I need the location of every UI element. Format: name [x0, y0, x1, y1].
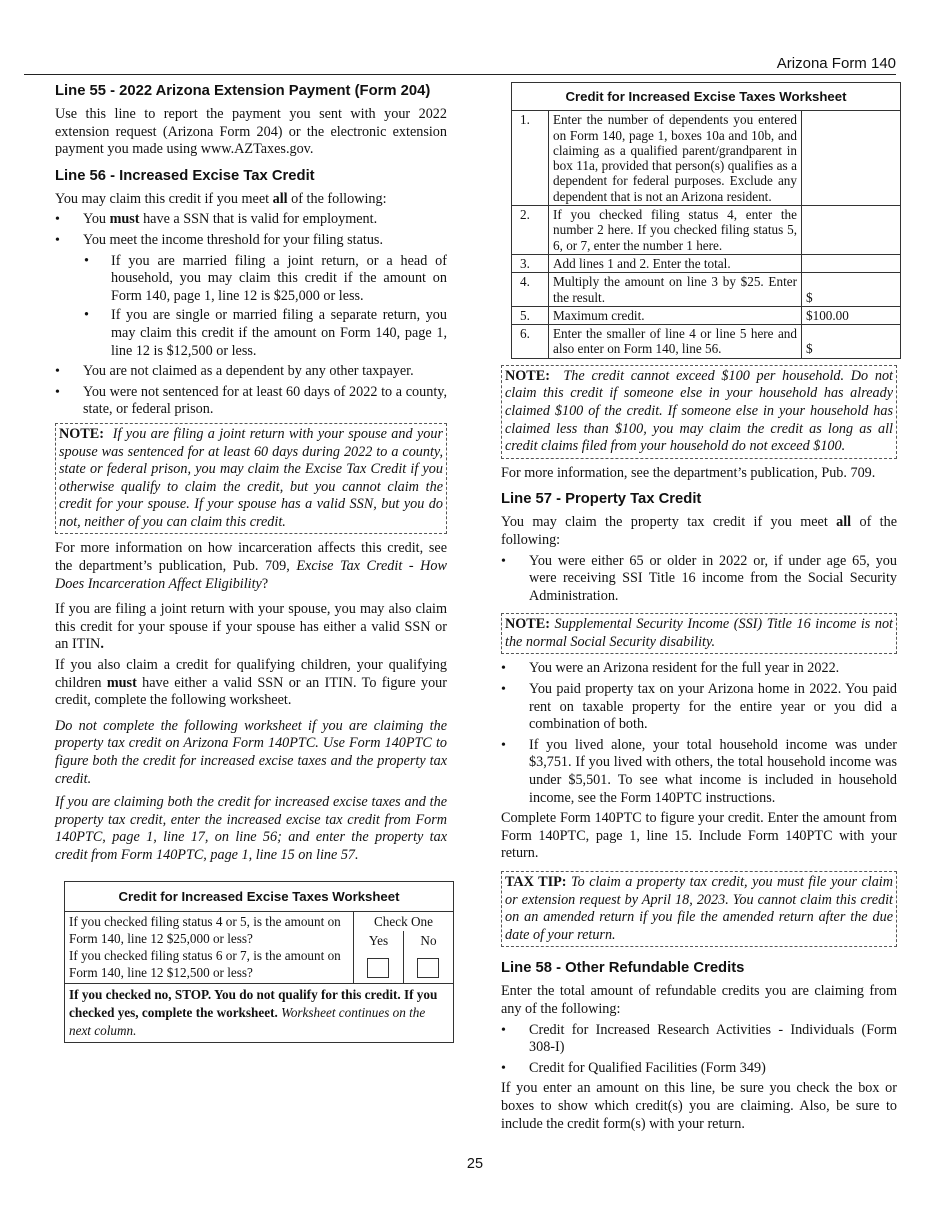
yes-column	[354, 931, 404, 984]
note-text: If you are filing a joint return with your spouse and your spouse was sentenced for at least 60 days during 2022 to a county, state or federal prison, you may claim the Excise Tax Credit if you otherwise qualify to claim the credit, but you cannot claim the credit for your spouse. If your spouse has a valid SSN, but you do not, neither of you can claim this credit.	[59, 425, 443, 530]
ssi-note	[501, 613, 897, 654]
line56-requirements	[55, 211, 447, 419]
yes-label: Yes	[368, 932, 389, 948]
line57-requirements	[501, 553, 897, 606]
line55-heading: Line 55 - 2022 Arizona Extension Payment (Form 204)	[55, 83, 431, 99]
joint-return-text: If you are filing a joint return with your spouse, you may also claim this credit for your spouse if your spouse has either a valid SSN or an ITIN.	[55, 601, 447, 653]
line56-heading: Line 56 - Increased Excise Tax Credit	[55, 167, 315, 184]
line-6-amount[interactable]: $	[802, 325, 901, 359]
qualifying-children-text: If you also claim a credit for qualifying children, your qualifying children must have either a valid SSN or an ITIN. To figure your credit, complete the following worksheet.	[55, 657, 448, 709]
note-label: NOTE:	[59, 425, 104, 442]
worksheet-instruction-2: If you are claiming both the credit for increased excise taxes and the property tax credit, enter the increased excise tax credit from Form 140PTC, page 1, line 17, on line 56; and enter the property tax credit from Form 140PTC, page 1, line 15 on line 57.	[55, 794, 447, 863]
list-item: • You were an Arizona resident for the full year in 2022.	[501, 660, 897, 678]
credit-worksheet	[511, 82, 901, 359]
sub-list-item: • If you are married filing a joint return, or a head of household, you may claim this credit if the amount on Form 140, page 1, line 12 is $25,000 or less.	[55, 253, 447, 306]
line56-intro: You may claim this credit if you meet all of the following:	[55, 190, 387, 207]
publication-text: For more information, see the department’s publication, Pub. 709.	[501, 464, 876, 481]
tax-tip-box	[501, 871, 897, 947]
household-limit-note	[501, 365, 897, 459]
note-label: NOTE:	[505, 616, 550, 633]
stop-instruction: If you checked no, STOP. You do not qualify for this credit. If you checked yes, complete the worksheet. Worksheet continues on the next column.	[65, 983, 454, 1042]
eligibility-questions	[65, 911, 354, 983]
line58-heading: Line 58 - Other Refundable Credits	[501, 960, 745, 977]
table-row: 2. If you checked filing status 4, enter the number 2 here. If you checked filing status 5, 6, or 7, enter the number 1 here.	[512, 206, 901, 255]
note-box	[55, 423, 447, 535]
line55-text: Use this line to report the payment you sent with your 2022 extension request (Arizona Form 204) or the electronic extension payment you made using www.AZTaxes.gov.	[55, 106, 447, 158]
table-row: 5. Maximum credit. $100.00	[512, 306, 901, 324]
list-item: • If you lived alone, your total household income was under $3,751. If you lived with others, the total household income was under $5,501. To see what income is included in household income, see the Form 140PTC instructions.	[501, 737, 897, 807]
table-row: 6. Enter the smaller of line 4 or line 5 here and also enter on Form 140, line 56. $	[512, 325, 901, 359]
no-column	[403, 931, 453, 984]
line58-instructions: If you enter an amount on this line, be sure you check the box or boxes to show which credit(s) you are claiming. Also, be sure to include the credit form(s) with your return.	[501, 1080, 897, 1132]
note-label: NOTE:	[505, 367, 550, 384]
left-column	[55, 82, 447, 1043]
note-text: Supplemental Security Income (SSI) Title 16 income is not the normal Social Security disability.	[505, 616, 894, 650]
incarceration-text: For more information on how incarceration affects this credit, see the department’s publication, Pub. 709, Excise Tax Credit - How Does Incarceration Affect Eligibility?	[55, 540, 447, 592]
line-3-amount[interactable]	[802, 254, 901, 272]
worksheet-instruction-1: Do not complete the following worksheet if you are claiming the property tax credit on Arizona Form 140PTC. Use Form 140PTC to figure both the credit for increased excise taxes and the property tax credit.	[55, 717, 447, 787]
eligibility-worksheet	[64, 881, 454, 1043]
note-text: The credit cannot exceed $100 per household. Do not claim this credit if someone else in your household has already claimed $100 of the credit. If someone else in your household has claimed less than $100, you may claim the credit as long as all credit claims filed from your household do not exceed $100.	[505, 367, 893, 455]
table-row: 3. Add lines 1 and 2. Enter the total.	[512, 254, 901, 272]
yes-checkbox[interactable]	[367, 958, 389, 978]
page-header	[24, 54, 896, 75]
table-row: 4. Multiply the amount on line 3 by $25. Enter the result. $	[512, 273, 901, 307]
line57-requirements-cont	[501, 660, 897, 807]
list-item: • You must have a SSN that is valid for employment.	[55, 211, 447, 229]
list-item: • Credit for Increased Research Activities - Individuals (Form 308-I)	[501, 1022, 897, 1057]
list-item: • Credit for Qualified Facilities (Form 349)	[501, 1060, 897, 1078]
no-label: No	[420, 932, 437, 948]
tax-tip-text: To claim a property tax credit, you must file your claim or extension request by April 18, 2023. You cannot claim this credit on an amended return if you file the amended return after the due date of your return.	[505, 874, 893, 943]
line-2-amount[interactable]	[802, 206, 901, 255]
form-name: Arizona Form 140	[776, 55, 896, 72]
list-item: • You were not sentenced for at least 60 days of 2022 to a county, state, or federal prison.	[55, 384, 447, 419]
worksheet-title: Credit for Increased Excise Taxes Worksheet	[65, 881, 454, 911]
complete-140ptc-text: Complete Form 140PTC to figure your credit. Enter the amount from Form 140PTC, page 1, line 15. Include Form 140PTC with your return.	[501, 810, 897, 862]
list-item: • You meet the income threshold for your filing status. • If you are married filing a joint return, or a head of household, you may claim this credit if the amount on Form 140, page 1, line 12 is $25,000 or less. • If you are single or married filing a separate return, you may claim this credit if the amount on Form 140, page 1, line 12 is $12,500 or less.	[55, 232, 447, 360]
question-2: If you checked filing status 6 or 7, is the amount on Form 140, line 12 $12,500 or less?	[69, 947, 341, 980]
table-row: 1. Enter the number of dependents you entered on Form 140, page 1, boxes 10a and 10b, and claiming as a qualified parent/grandparent in box 11a, provided that person(s) qualifies as a dependent for federal purposes. Exclude any dependent that is not an Arizona resident.	[512, 111, 901, 206]
list-item: • You were either 65 or older in 2022 or, if under age 65, you were receiving SSI Title 16 income from the Social Security Administration.	[501, 553, 897, 606]
list-item: • You are not claimed as a dependent by any other taxpayer.	[55, 363, 447, 381]
right-column	[501, 82, 897, 1136]
line58-intro: Enter the total amount of refundable credits you are claiming from any of the following:	[501, 983, 897, 1017]
line57-intro: You may claim the property tax credit if you meet all of the following:	[501, 514, 898, 548]
line-4-amount[interactable]: $	[802, 273, 901, 307]
refundable-credits-list	[501, 1022, 897, 1078]
question-1: If you checked filing status 4 or 5, is the amount on Form 140, line 12 $25,000 or less?	[69, 913, 341, 946]
worksheet-title: Credit for Increased Excise Taxes Worksheet	[512, 83, 901, 111]
check-one-label: Check One	[354, 911, 454, 931]
line-1-amount[interactable]	[802, 111, 901, 206]
sub-list-item: • If you are single or married filing a separate return, you may claim this credit if the amount on Form 140, page 1, line 12 is $12,500 or less.	[55, 307, 447, 360]
list-item: • You paid property tax on your Arizona home in 2022. You paid rent on taxable property for the entire year or you did a combination of both.	[501, 681, 897, 734]
line-5-amount: $100.00	[802, 306, 901, 324]
no-checkbox[interactable]	[417, 958, 439, 978]
line57-heading: Line 57 - Property Tax Credit	[501, 491, 702, 508]
page-number: 25	[466, 1156, 484, 1172]
tax-tip-label: TAX TIP:	[505, 874, 567, 890]
